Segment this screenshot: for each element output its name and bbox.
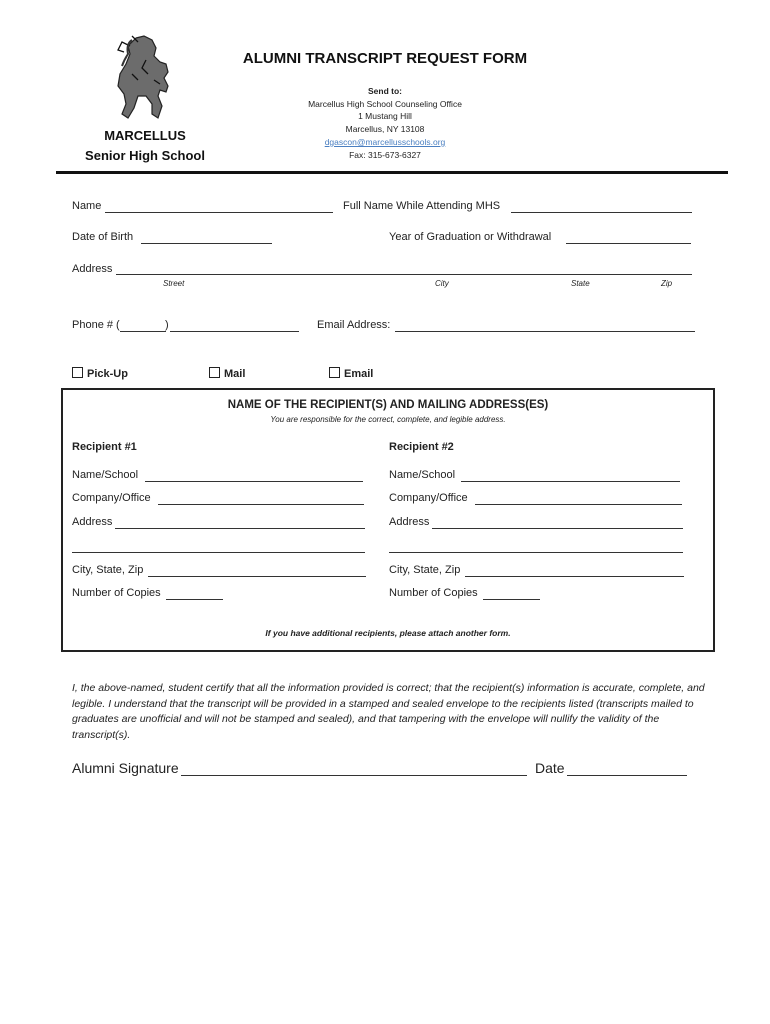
year-grad-field[interactable] <box>566 243 691 244</box>
mail-label: Mail <box>224 368 246 380</box>
r1-city-label: City, State, Zip <box>72 564 144 576</box>
phone-paren-close: ) <box>165 319 169 331</box>
full-name-label: Full Name While Attending MHS <box>343 200 501 212</box>
r1-company-label: Company/Office <box>72 492 151 504</box>
recipients-heading: NAME OF THE RECIPIENT(S) AND MAILING ADDRESS(ES) <box>227 399 549 411</box>
year-grad-label: Year of Graduation or Withdrawal <box>389 231 552 243</box>
pickup-checkbox[interactable] <box>72 367 83 378</box>
r2-copies-field[interactable] <box>483 599 540 600</box>
r2-city-label: City, State, Zip <box>389 564 461 576</box>
r2-company-label: Company/Office <box>389 492 468 504</box>
email-address-label: Email Address: <box>317 319 391 331</box>
mail-option[interactable] <box>209 367 245 380</box>
recipients-box <box>61 388 715 652</box>
address-label: Address <box>72 263 113 275</box>
r2-company-field[interactable] <box>475 504 682 505</box>
r1-copies-label: Number of Copies <box>72 587 161 599</box>
r2-address-label: Address <box>389 516 430 528</box>
school-subtitle: Senior High School <box>85 148 205 163</box>
dob-label: Date of Birth <box>72 231 134 243</box>
state-hint: State <box>571 279 590 288</box>
r1-city-field[interactable] <box>148 576 366 577</box>
r1-name-school-label: Name/School <box>72 469 139 481</box>
header-divider <box>56 171 728 174</box>
phone-area-field[interactable] <box>120 331 166 332</box>
r1-company-field[interactable] <box>158 504 364 505</box>
date-field[interactable] <box>567 775 687 776</box>
name-field[interactable] <box>105 212 333 213</box>
r2-name-school-field[interactable] <box>461 481 680 482</box>
r2-city-field[interactable] <box>465 576 684 577</box>
email-label: Email <box>344 368 374 380</box>
r1-name-school-field[interactable] <box>145 481 363 482</box>
send-to-block <box>280 85 490 161</box>
school-name: MARCELLUS <box>104 128 186 143</box>
street-hint: Street <box>163 279 185 288</box>
zip-hint: Zip <box>661 279 673 288</box>
full-name-field[interactable] <box>511 212 692 213</box>
r2-address-field-2[interactable] <box>389 552 683 553</box>
email-option[interactable] <box>329 367 373 380</box>
r1-copies-field[interactable] <box>166 599 223 600</box>
recipient1-title: Recipient #1 <box>72 441 137 453</box>
r2-name-school-label: Name/School <box>389 469 456 481</box>
mail-checkbox[interactable] <box>209 367 220 378</box>
dob-field[interactable] <box>141 243 272 244</box>
r1-address-label: Address <box>72 516 113 528</box>
pickup-label: Pick-Up <box>87 368 128 380</box>
signature-field[interactable] <box>181 775 527 776</box>
office-name: Marcellus High School Counseling Office <box>308 98 462 109</box>
city-hint: City <box>435 279 449 288</box>
recipient2-title: Recipient #2 <box>389 441 454 453</box>
office-city: Marcellus, NY 13108 <box>345 124 425 135</box>
recipients-subheading: You are responsible for the correct, complete, and legible address. <box>270 415 506 424</box>
pickup-option[interactable] <box>72 367 128 380</box>
date-label: Date <box>535 760 565 776</box>
office-email-link[interactable]: dgascon@marcellusschools.org <box>324 136 446 147</box>
name-label: Name <box>72 200 102 212</box>
r1-address-field[interactable] <box>115 528 365 529</box>
phone-number-field[interactable] <box>170 331 299 332</box>
additional-recipients-note: If you have additional recipients, please attach another form. <box>265 628 511 638</box>
office-fax: Fax: 315-673-6327 <box>349 149 421 160</box>
mustang-logo <box>108 34 178 122</box>
signature-label: Alumni Signature <box>72 760 179 776</box>
send-to-label: Send to: <box>368 86 402 96</box>
r2-address-field[interactable] <box>432 528 683 529</box>
phone-label: Phone # ( <box>72 319 120 331</box>
address-field[interactable] <box>116 274 692 275</box>
form-title: ALUMNI TRANSCRIPT REQUEST FORM <box>242 50 528 67</box>
office-street: 1 Mustang Hill <box>358 111 412 122</box>
r1-address-field-2[interactable] <box>72 552 365 553</box>
email-checkbox[interactable] <box>329 367 340 378</box>
certification-text: I, the above-named, student certify that all the information provided is correct; that the recipient(s) information is accurate, complete, and legible. I understand that the transcript will be provided in a stamped and sealed envelope to the recipients listed (transcripts mailed to graduates are unofficial and will not be stamped and sealed), and that tampering with the envelope will nullify the validity of the transcript(s). <box>72 682 705 741</box>
email-address-field[interactable] <box>395 331 695 332</box>
r2-copies-label: Number of Copies <box>389 587 478 599</box>
